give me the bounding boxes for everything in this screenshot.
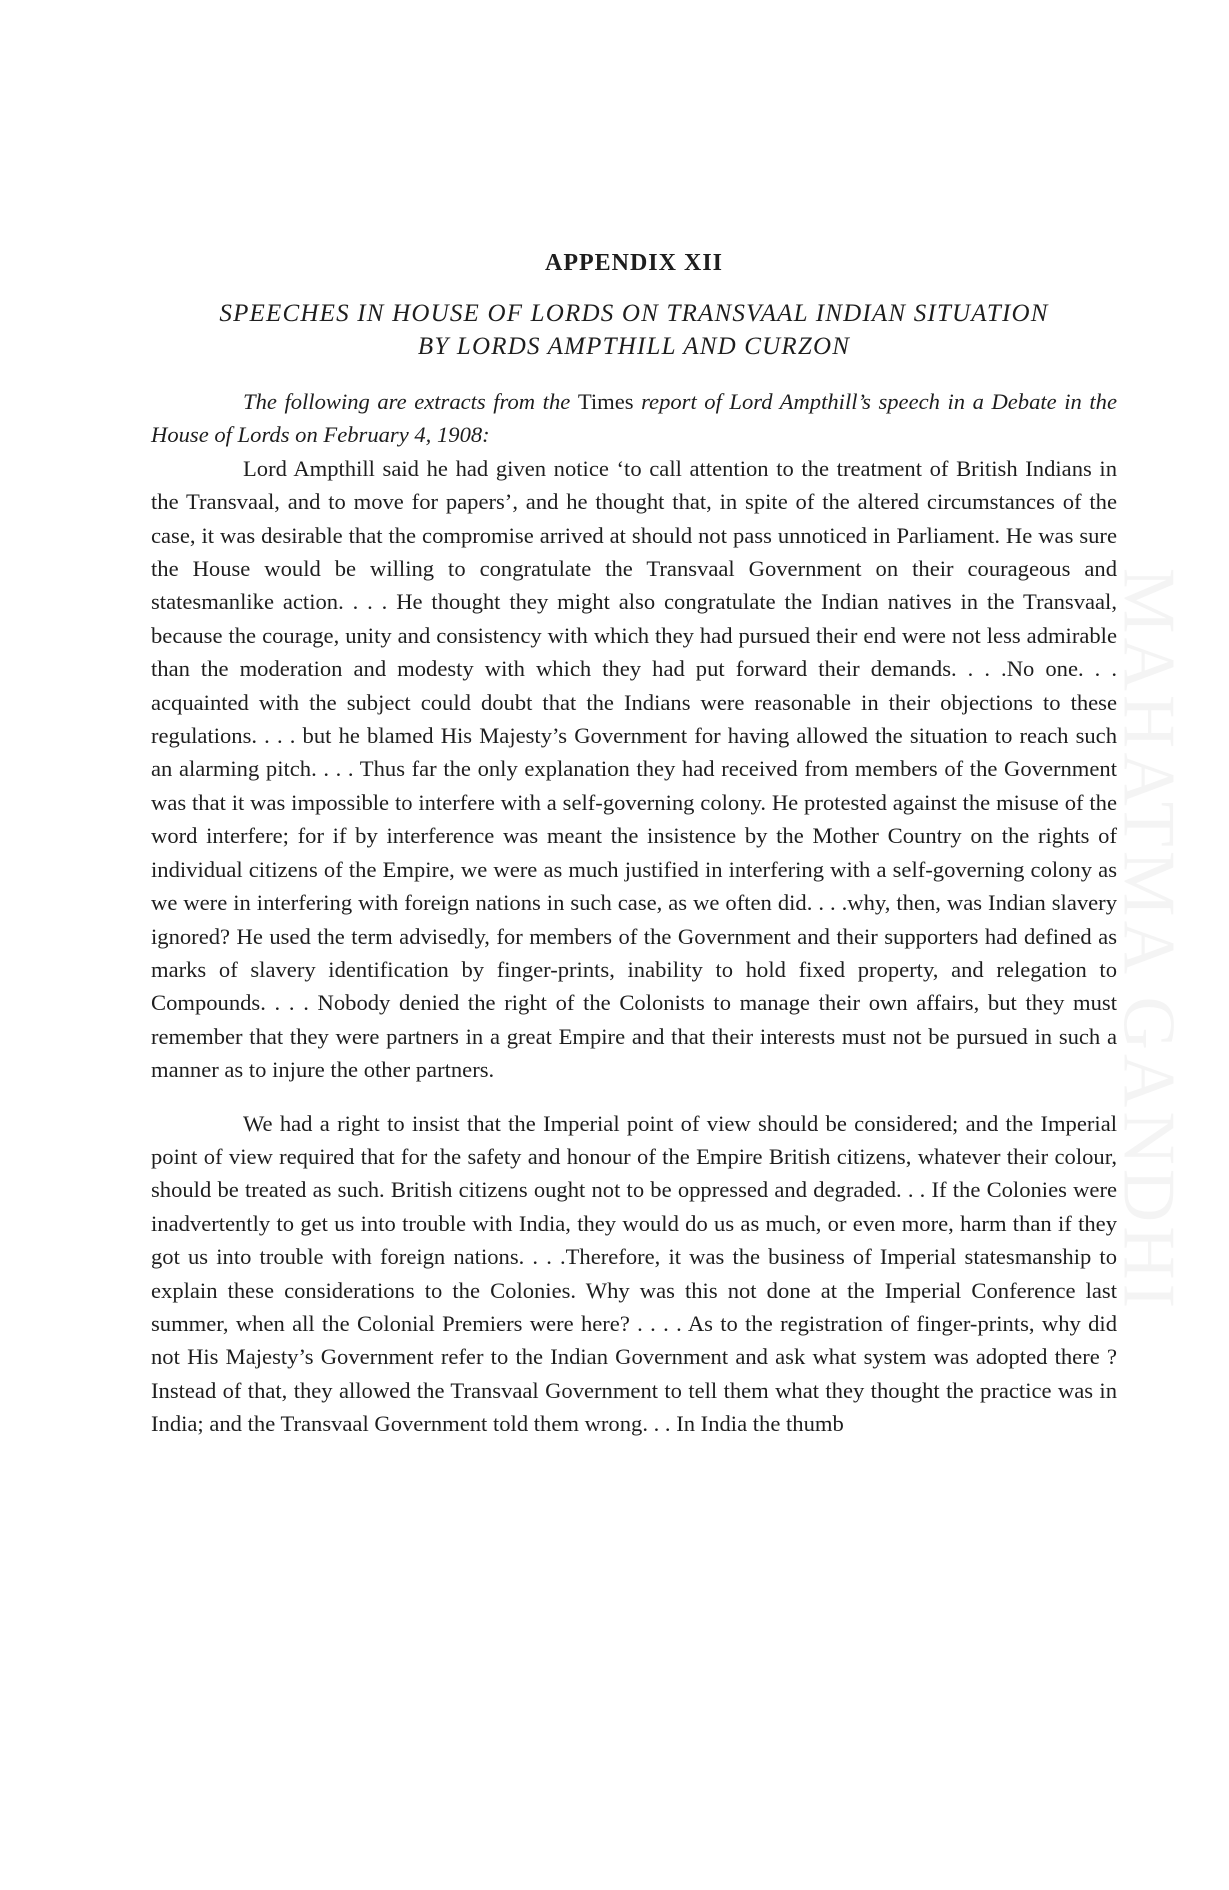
watermark [1118,470,1178,1410]
subtitle-line-2: BY LORDS AMPTHILL AND CURZON [417,333,851,360]
document-page [151,250,1117,1441]
subtitle-line-1: SPEECHES IN HOUSE OF LORDS ON TRANSVAAL INDIAN SITUATION [219,300,1049,327]
paragraph-1: Lord Ampthill said he had given notice ‘to call attention to the treatment of British Indians in the Transvaal, and to move for papers’, and he thought that, in spite of the altered circumstances of the case, it was desirable that the compromise arrived at should not pass unnoticed in Parliament. He was sure the House would be willing to congratulate the Transvaal Government on their courageous and statesmanlike action. . . . He thought they might also congratulate the Indian natives in the Transvaal, because the courage, unity and consistency with which they had pursued their end were not less admirable than the moderation and modesty with which they had put forward their demands. . . .No one. . . acquainted with the subject could doubt that the Indians were reasonable in their objections to these regulations. . . . but he blamed His Majesty’s Government for having allowed the situation to reach such an alarming pitch. . . . Thus far the only explanation they had received from members of the Government was that it was impossible to interfere with a self-governing colony. He protested against the misuse of the word interfere; for if by interference was meant the insistence by the Mother Country on the rights of individual citizens of the Empire, we were as much justified in interfering with a self-governing colony as we were in interfering with foreign nations in such case, as we often did. . . .why, then, was Indian slavery ignored? He used the term advisedly, for members of the Government and their supporters had defined as marks of slavery identification by finger-prints, inability to hold fixed property, and relegation to Compounds. . . . Nobody denied the right of the Colonists to manage their own affairs, but they must remember that they were partners in a great Empire and that their interests must not be pursued in such a manner as to injure the other partners. [151,455,1117,1083]
intro-after: report of Lord Ampthill’s speech in a Debate in the House of Lords on February 4, 1908: [151,389,1117,448]
intro-before: The following are extracts from the [243,389,578,414]
appendix-heading: APPENDIX XII [544,250,723,276]
watermark-text [1118,568,1178,1313]
subtitle [151,297,1117,363]
paragraph-2: We had a right to insist that the Imperial point of view should be considered; and the Imperial point of view required that for the safety and honour of the Empire British citizens, whatever their colour, should be treated as such. British citizens ought not to be oppressed and degraded. . . If the Colonies were inadvertently to get us into trouble with India, they would do us as much, or even more, harm than if they got us into trouble with foreign nations. . . .Therefore, it was the business of Imperial statesmanship to explain these considerations to the Colonies. Why was this not done at the Imperial Conference last summer, when all the Colonial Premiers were here? . . . . As to the registration of finger-prints, why did not His Majesty’s Government refer to the Indian Government and ask what system was adopted there ? Instead of that, they allowed the Transvaal Government to tell them what they thought the practice was in India; and the Transvaal Government told them wrong. . . In India the thumb [151,1110,1117,1437]
intro-times: Times [577,389,634,414]
intro-paragraph [151,385,1117,452]
